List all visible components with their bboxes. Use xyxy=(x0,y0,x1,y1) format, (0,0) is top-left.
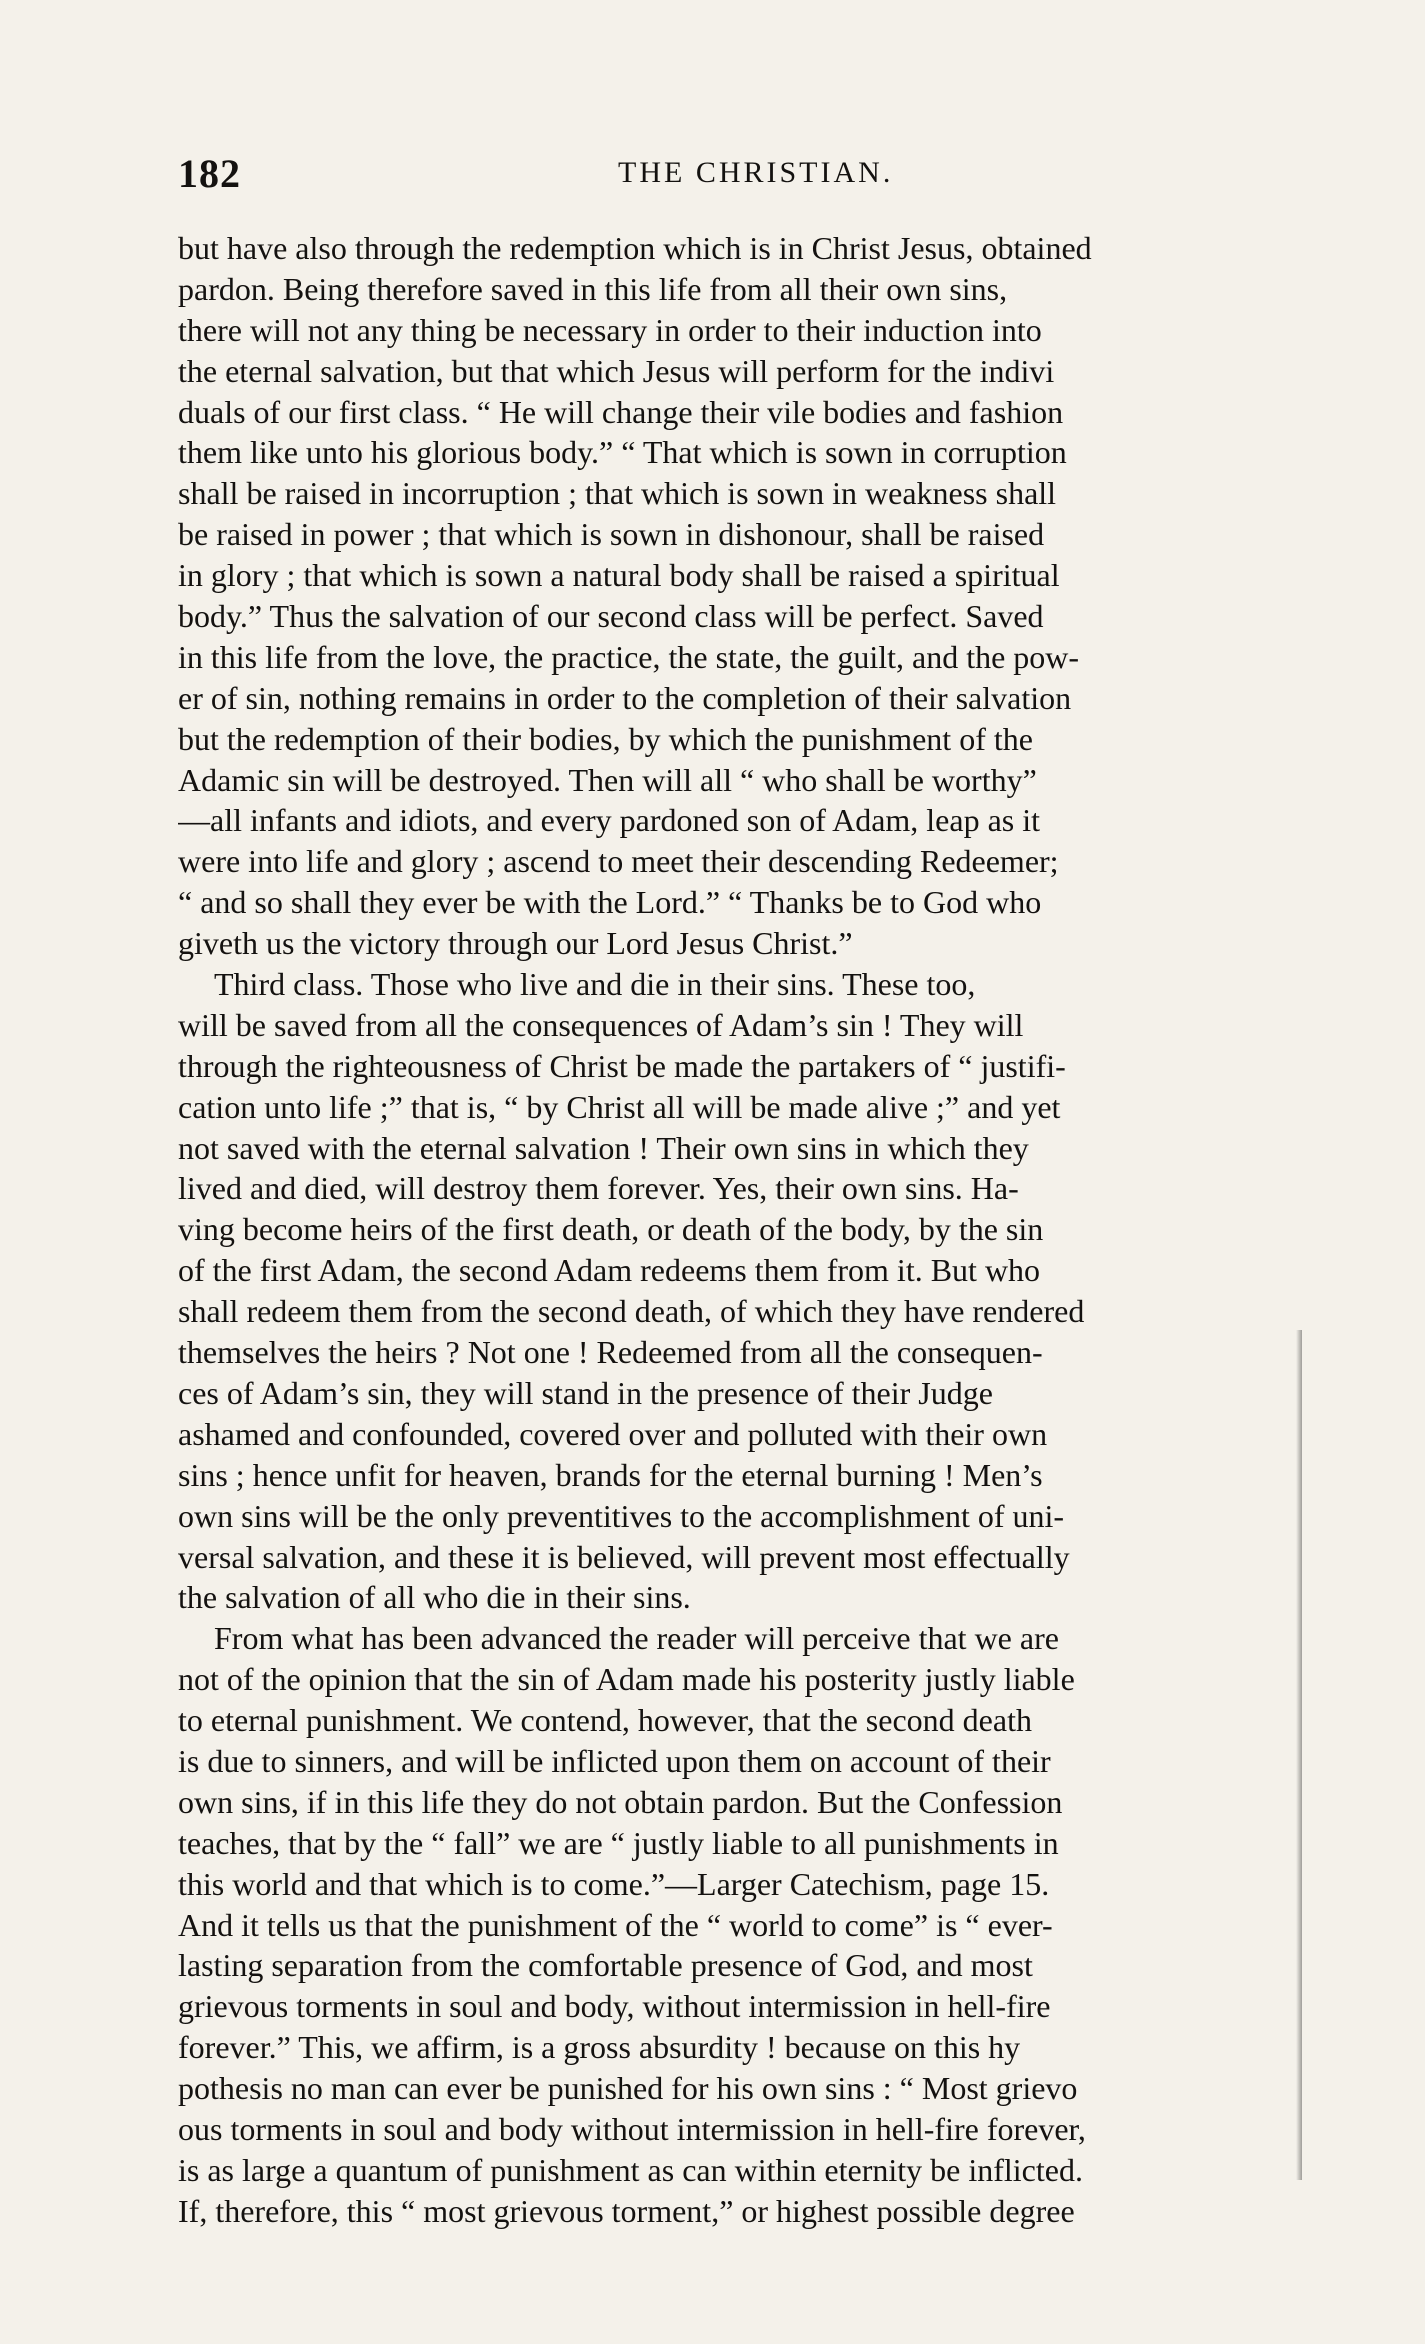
text-line: is due to sinners, and will be inflicted upon them on account of their xyxy=(178,1742,1051,1779)
text-line: them like unto his glorious body.” “ That which is sown in corruption xyxy=(178,434,1067,471)
text-line: Adamic sin will be destroyed. Then will all “ who shall be worthy” xyxy=(178,761,1037,798)
text-line: but have also through the redemption which is in Christ Jesus, obtained xyxy=(178,230,1092,266)
text-line: If, therefore, this “ most grievous torment,” or highest possible degree xyxy=(178,2192,1075,2229)
text-line: to eternal punishment. We contend, however, that the second death xyxy=(178,1702,1032,1739)
text-line: the salvation of all who die in their sins. xyxy=(178,1579,691,1616)
text-line: duals of our first class. “ He will change their vile bodies and fashion xyxy=(178,393,1064,430)
text-line: ashamed and confounded, covered over and polluted with their own xyxy=(178,1415,1048,1452)
text-line: themselves the heirs ? Not one ! Redeemed from all the consequen- xyxy=(178,1334,1043,1371)
text-line: lasting separation from the comfortable presence of God, and most xyxy=(178,1947,1033,1984)
binding-edge-shadow xyxy=(1296,1330,1302,2180)
text-line: were into life and glory ; ascend to meet their descending Redeemer; xyxy=(178,843,1059,880)
text-line: versal salvation, and these it is believed, will prevent most effectually xyxy=(178,1538,1070,1575)
text-line: not of the opinion that the sin of Adam made his posterity justly liable xyxy=(178,1661,1075,1698)
text-line: forever.” This, we affirm, is a gross absurdity ! because on this hy xyxy=(178,2029,1021,2066)
text-line: not saved with the eternal salvation ! Their own sins in which they xyxy=(178,1129,1029,1166)
text-line: there will not any thing be necessary in order to their induction into xyxy=(178,311,1042,348)
text-line: will be saved from all the consequences of Adam’s sin ! They will xyxy=(178,1006,1024,1043)
text-line: ous torments in soul and body without intermission in hell-fire forever, xyxy=(178,2110,1086,2147)
text-line: “ and so shall they ever be with the Lord.” “ Thanks be to God who xyxy=(178,884,1042,921)
text-line: giveth us the victory through our Lord Jesus Christ.” xyxy=(178,925,853,962)
page-number: 182 xyxy=(178,151,241,196)
body-text xyxy=(178,228,1293,2232)
text-line: cation unto life ;” that is, “ by Christ all will be made alive ;” and yet xyxy=(178,1088,1061,1125)
text-line: of the first Adam, the second Adam redeems them from it. But who xyxy=(178,1252,1041,1289)
text-line: but the redemption of their bodies, by which the punishment of the xyxy=(178,720,1033,757)
text-line: And it tells us that the punishment of the “ world to come” is “ ever- xyxy=(178,1906,1053,1943)
text-line: be raised in power ; that which is sown in dishonour, shall be raised xyxy=(178,516,1045,553)
text-line: ving become heirs of the first death, or death of the body, by the sin xyxy=(178,1211,1044,1248)
running-title: THE CHRISTIAN. xyxy=(618,156,894,189)
section-heading-line: Third class. Those who live and die in their sins. These too, xyxy=(214,966,976,1003)
text-line: own sins will be the only preventitives to the accomplishment of uni- xyxy=(178,1497,1065,1534)
text-line: this world and that which is to come.”—Larger Catechism, page 15. xyxy=(178,1865,1050,1902)
text-line: pothesis no man can ever be punished for his own sins : “ Most grievo xyxy=(178,2070,1078,2107)
text-line: teaches, that by the “ fall” we are “ justly liable to all punishments in xyxy=(178,1824,1059,1861)
page-header xyxy=(178,150,1298,206)
text-line: in glory ; that which is sown a natural body shall be raised a spiritual xyxy=(178,557,1060,594)
text-line: ces of Adam’s sin, they will stand in the presence of their Judge xyxy=(178,1374,993,1411)
text-line: lived and died, will destroy them forever. Yes, their own sins. Ha- xyxy=(178,1170,1019,1207)
text-line: is as large a quantum of punishment as can within eternity be inflicted. xyxy=(178,2151,1083,2188)
text-line: shall be raised in incorruption ; that which is sown in weakness shall xyxy=(178,475,1057,512)
text-line: er of sin, nothing remains in order to the completion of their salvation xyxy=(178,679,1072,716)
text-line: through the righteousness of Christ be made the partakers of “ justifi- xyxy=(178,1047,1066,1084)
text-line: grievous torments in soul and body, without intermission in hell-fire xyxy=(178,1988,1051,2025)
text-line: own sins, if in this life they do not obtain pardon. But the Confession xyxy=(178,1783,1063,1820)
text-line: pardon. Being therefore saved in this life from all their own sins, xyxy=(178,270,1008,307)
text-line: the eternal salvation, but that which Jesus will perform for the indivi xyxy=(178,352,1055,389)
text-line: sins ; hence unfit for heaven, brands for the eternal burning ! Men’s xyxy=(178,1456,1043,1493)
text-line: —all infants and idiots, and every pardoned son of Adam, leap as it xyxy=(178,802,1041,839)
text-line: shall redeem them from the second death, of which they have rendered xyxy=(178,1293,1085,1330)
text-line: in this life from the love, the practice, the state, the guilt, and the pow- xyxy=(178,638,1080,675)
paragraph-start-line: From what has been advanced the reader will perceive that we are xyxy=(214,1620,1059,1657)
text-line: body.” Thus the salvation of our second class will be perfect. Saved xyxy=(178,598,1044,635)
